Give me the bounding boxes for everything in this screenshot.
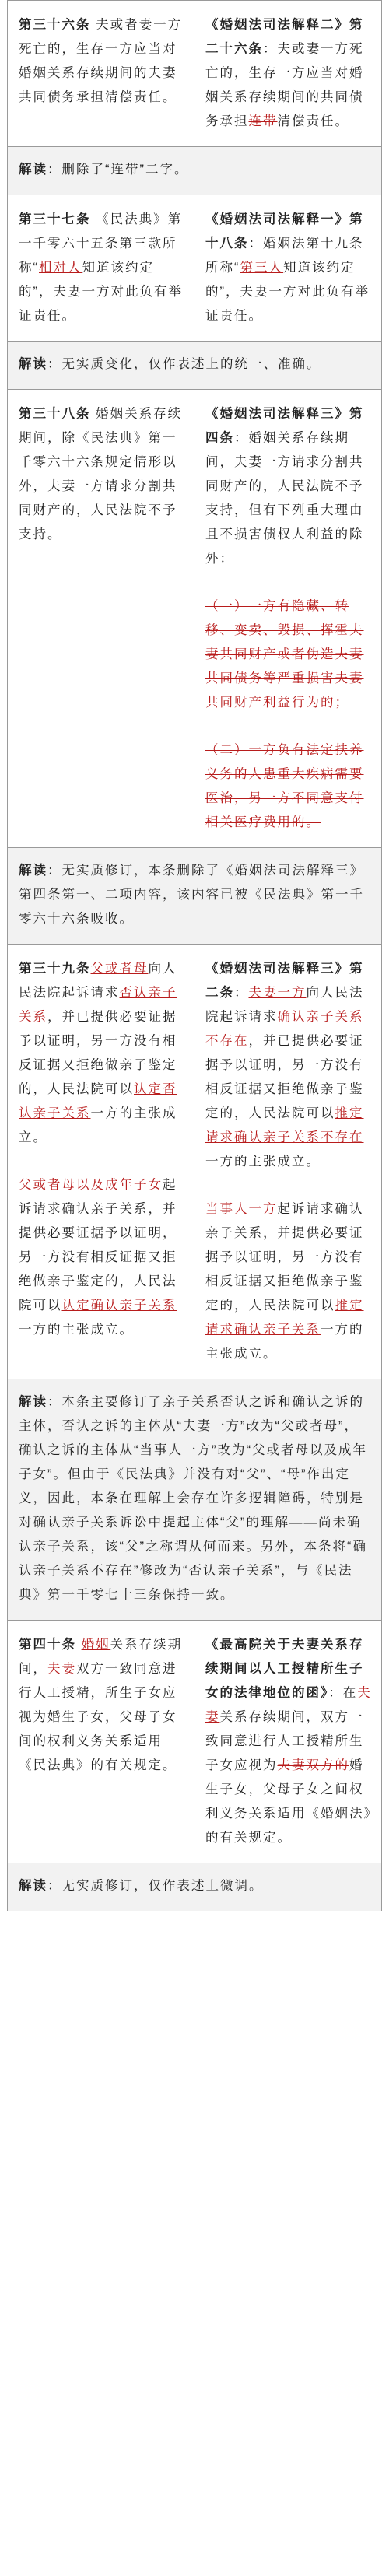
text-run: ：无实质变化，仅作表述上的统一、准确。: [47, 357, 321, 371]
text-run: 起诉请求确认亲子关系，并提供必要证据予以证明，另一方没有相反证据又拒绝做亲子鉴定的，人民法院可以: [205, 1202, 364, 1313]
underlined-text: 相对人: [39, 261, 82, 275]
text-run: ，并已提供必要证据予以证明，另一方没有相反证据又拒绝做亲子鉴定的，人民法院可以: [19, 1010, 177, 1096]
bold-text: 第四十条: [19, 1638, 76, 1652]
bold-text: 解读: [19, 864, 47, 878]
text-run: ，并已提供必要证据予以证明，另一方没有相反证据又拒绝做亲子鉴定的，人民法院可以: [205, 1034, 364, 1120]
new-provision-cell: [8, 945, 194, 1379]
underlined-text: 父或者母以及成年子女: [19, 1178, 163, 1192]
bold-text: 解读: [19, 357, 47, 371]
interpretation-note: [8, 146, 381, 195]
text-run: 婚生子女，父母子女之间权利义务关系适用《婚姻法》的有关规定。: [205, 1758, 372, 1845]
struck-text: 夫妻双方的: [277, 1758, 349, 1772]
paragraph-break: [205, 715, 373, 738]
text-run: 向人民法院起诉请求: [205, 986, 364, 1024]
paragraph-break: [19, 1150, 186, 1173]
text-run: 一方的主张成立。: [205, 1323, 364, 1361]
text-run: 双方一致同意进行人工授精，所生子女应视为婚生子女，父母子女间的权利义务关系适用《民法典》的有关规定。: [19, 1662, 177, 1772]
text-run: 一方的主张成立。: [19, 1323, 134, 1337]
bold-text: 解读: [19, 1395, 47, 1409]
text-run: ：无实质修订，仅作表述上微调。: [47, 1879, 264, 1893]
struck-text: （二）一方负有法定扶养义务的人患重大疾病需要医治，另一方不同意支付相关医疗费用的。: [205, 743, 364, 829]
underlined-text: 父或者母: [90, 962, 149, 976]
interpretation-note: [8, 1863, 381, 1911]
bold-text: 《婚姻法司法解释三》第四条: [205, 407, 364, 445]
text-run: 《民法典》第一千零六十五条第三款所称“: [19, 212, 183, 275]
struck-text: （一）一方有隐藏、转移、变卖、毁损、挥霍夫妻共同财产或者伪造夫妻共同债务等严重损害夫妻共同财产利益行为的；: [205, 599, 364, 710]
bold-text: 《婚姻法司法解释二》第二十六条: [205, 18, 364, 56]
article-40-section: [8, 1620, 381, 1911]
underlined-text: 否认亲子关系: [19, 986, 177, 1024]
underlined-text: 推定请求确认亲子关系: [205, 1299, 364, 1337]
text-run: 一方的主张成立。: [19, 1106, 177, 1144]
underlined-text: 婚姻: [81, 1638, 110, 1652]
new-provision-cell: [8, 390, 194, 847]
underlined-text: 认定否认亲子关系: [19, 1082, 177, 1120]
old-provision-cell: [194, 1621, 381, 1863]
text-run: ：: [234, 986, 249, 1000]
underlined-text: 推定请求确认亲子关系不存在: [205, 1106, 364, 1144]
text-run: ：在: [328, 1686, 358, 1700]
interpretation-note: [8, 847, 381, 944]
text-run: 知道该约定的”，夫妻一方对此负有举证责任。: [205, 261, 370, 323]
underlined-text: 当事人一方: [205, 1202, 278, 1216]
underlined-text: 夫妻: [47, 1662, 76, 1676]
paragraph-break: [205, 1174, 373, 1197]
text-run: ：本条主要修订了亲子关系否认之诉和确认之诉的主体，否认之诉的主体从“夫妻一方”改为“父或者母”，确认之诉的主体从“当事人一方”改为“父或者母以及成年子女”。但由于《民法典》并没有对“父”、“母”作出定义，因此，本条在理解上会存在许多逻辑障碍，特别是对确认亲子关系诉讼中提起主体“父”的理解——尚未确认亲子关系，该“父”之称谓从何而来。另外，本条将“确认亲子关系不存在”修改为“否认亲子关系”，与《民法典》第一千零七十三条保持一致。: [19, 1395, 367, 1602]
bold-text: 第三十八条: [19, 407, 91, 421]
bold-text: 《婚姻法司法解释三》第二条: [205, 962, 364, 1000]
struck-text: 连带: [248, 114, 278, 128]
underlined-text: 夫妻: [205, 1686, 372, 1724]
text-run: 婚姻关系存续期间，除《民法典》第一千零六十六条规定情形以外，夫妻一方请求分割共同财产的，人民法院不予支持。: [19, 407, 183, 541]
text-run: ：无实质修订，本条删除了《婚姻法司法解释三》第四条第一、二项内容，该内容已被《民法典》第一千零六十六条吸收。: [19, 864, 364, 926]
text-run: 起诉请求确认亲子关系，并提供必要证据予以证明，另一方没有相反证据又拒绝做亲子鉴定的，人民法院可以: [19, 1178, 177, 1313]
new-provision-cell: [8, 195, 194, 341]
text-run: 知道该约定的”，夫妻一方对此负有举证责任。: [19, 261, 183, 323]
text-run: ：婚姻关系存续期间，夫妻一方请求分割共同财产的，人民法院不予支持，但有下列重大理由且不损害债权人利益的除外：: [205, 431, 364, 566]
underlined-text: 第三人: [240, 261, 283, 275]
new-provision-cell: [8, 1, 194, 146]
bold-text: 第三十六条: [19, 18, 91, 32]
text-run: 关系存续期间，双方一致同意进行人工授精所生子女应视为: [205, 1710, 364, 1772]
text-run: [76, 1638, 82, 1652]
underlined-text: 确认亲子关系不存在: [205, 1010, 364, 1048]
article-36-section: [8, 0, 381, 195]
text-run: ：夫或妻一方死亡的，生存一方应当对婚姻关系存续期间的共同债务承担: [205, 42, 364, 128]
text-run: ：婚姻法第十九条所称“: [205, 237, 364, 275]
bold-text: 《婚姻法司法解释一》第十八条: [205, 212, 364, 251]
bold-text: 解读: [19, 1879, 47, 1893]
new-provision-cell: [8, 1621, 194, 1863]
text-run: 关系存续期间，: [19, 1638, 183, 1676]
bold-text: 解读: [19, 163, 47, 177]
bold-text: 《最高院关于夫妻关系存续期间以人工授精所生子女的法律地位的函》: [205, 1638, 364, 1700]
paragraph-break: [205, 571, 373, 594]
old-provision-cell: [194, 390, 381, 847]
text-run: ：删除了“连带”二字。: [47, 163, 189, 177]
old-provision-cell: [194, 195, 381, 341]
comparison-table: [7, 0, 382, 1911]
interpretation-note: [8, 341, 381, 389]
article-39-section: [8, 944, 381, 1620]
old-provision-cell: [194, 1, 381, 146]
article-38-section: [8, 389, 381, 944]
text-run: 夫或者妻一方死亡的，生存一方应当对婚姻关系存续期间的夫妻共同债务承担清偿责任。: [19, 18, 183, 104]
bold-text: 第三十七条: [19, 212, 91, 226]
text-run: 清偿责任。: [277, 114, 349, 128]
text-run: 一方的主张成立。: [205, 1155, 321, 1169]
old-provision-cell: [194, 945, 381, 1379]
underlined-text: 夫妻一方: [248, 986, 307, 1000]
bold-text: 第三十九条: [19, 962, 91, 976]
article-37-section: [8, 195, 381, 389]
text-run: 向人民法院起诉请求: [19, 962, 177, 1000]
interpretation-note: [8, 1379, 381, 1620]
underlined-text: 认定确认亲子关系: [61, 1299, 177, 1313]
